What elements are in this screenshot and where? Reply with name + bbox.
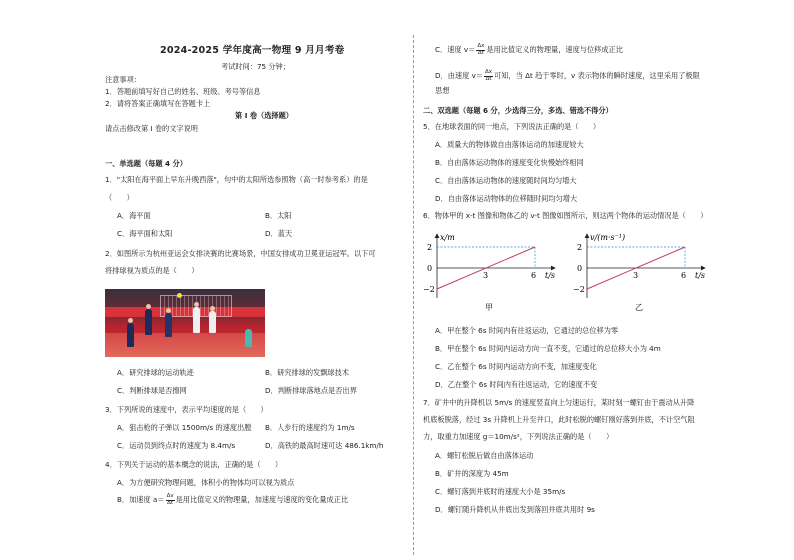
q4-option-d: [435, 70, 700, 82]
player-head: [128, 318, 133, 323]
plot-jia-tick-neg2: −2: [423, 285, 435, 294]
volleyball-match-photo: [105, 289, 265, 357]
exam-title: 2024-2025 学年度高一物理 9 月月考卷: [160, 45, 345, 56]
q3-option-d: D．高铁的最高时速可达 486.1km/h: [265, 441, 384, 450]
q4-option-c-suffix: 是用比值定义的物理量，速度与位移成正比: [486, 45, 623, 54]
q1-option-b: B．太阳: [265, 211, 292, 220]
fraction-numerator: Δx: [485, 69, 493, 75]
q4-option-b-suffix: 是用比值定义的物理量，加速度与速度的变化量成正比: [175, 495, 349, 504]
q4-option-b: [117, 494, 348, 506]
plot-jia-tick-3: 3: [483, 271, 489, 280]
q3-stem: 3．下列所说的速度中，表示平均速度的是（ ）: [105, 405, 268, 414]
q5-option-c: C．自由落体运动物体的速度随时间均匀增大: [435, 176, 577, 185]
q7-stem-line1: 7．矿井中的升降机以 5m/s 的速度竖直向上匀速运行，某时刻一螺钉由于震动从升降: [423, 398, 695, 407]
q6-option-c: C．乙在整个 6s 时间内运动方向不变，加速度变化: [435, 362, 597, 371]
q1-option-a: A．海平面: [117, 211, 151, 220]
player-head: [194, 302, 199, 307]
part-1-description: 请点击修改第 I 卷的文字说明: [105, 124, 198, 133]
q4-option-d-prefix: D．由速度 v＝: [435, 71, 484, 80]
plot-jia-ylabel: x/m: [440, 233, 455, 242]
plot-yi-xlabel: t/s: [695, 271, 706, 280]
q7-option-b: B．矿井的深度为 45m: [435, 469, 509, 478]
q3-option-a: A．狙击枪的子弹以 1500m/s 的速度出膛: [117, 423, 252, 432]
plot-jia-xlabel: t/s: [545, 271, 556, 280]
q2-option-c: C．判断排球是否擦网: [117, 386, 187, 395]
q7-stem-line3: 力，取重力加速度 g＝10m/s²，下列说法正确的是（ ）: [423, 432, 614, 441]
q3-option-b: B．人步行的速度约为 1m/s: [265, 423, 355, 432]
q4-option-c-prefix: C．速度 v＝: [435, 45, 476, 54]
plot-yi-vt-graph: [573, 228, 713, 316]
q2-option-b: B．研究排球的发飘球技术: [265, 368, 349, 377]
player-head: [210, 306, 215, 311]
player-figure: [245, 329, 252, 347]
q2-option-d: D．判断排球落地点是否出界: [265, 386, 357, 395]
player-head: [146, 304, 151, 309]
q4-option-d-tail: 思想: [435, 86, 450, 95]
player-figure: [193, 307, 200, 333]
q4-stem: 4．下列关于运动的基本概念的说法，正确的是（ ）: [105, 460, 283, 469]
q7-stem-line2: 机底板脱落，经过 3s 升降机上升至井口，此时松脱的螺钉刚好落到井底，不计空气阻: [423, 415, 695, 424]
notice-heading: 注意事项：: [105, 75, 141, 84]
q3-option-c: C．运动员到终点时的速度为 8.4m/s: [117, 441, 236, 450]
part-1-heading: 第 I 卷（选择题）: [235, 111, 293, 120]
fraction-numerator: Δv: [166, 493, 174, 499]
q7-option-a: A．螺钉松脱后做自由落体运动: [435, 451, 534, 460]
fraction-numerator: Δx: [477, 43, 485, 49]
q4-option-c: [435, 44, 623, 56]
q1-stem-line2: （ ）: [105, 193, 134, 202]
column-divider: [413, 35, 414, 555]
plot-yi-ylabel: v/(m·s⁻¹): [590, 233, 626, 242]
plot-jia-caption: 甲: [485, 303, 493, 312]
exam-time: 考试时间：75 分钟；: [221, 62, 290, 71]
player-head: [166, 308, 171, 313]
volleyball-ball: [177, 293, 182, 298]
plot-jia-tick-0: 0: [427, 264, 433, 273]
plot-yi-caption: 乙: [635, 303, 643, 312]
q7-option-c: C．螺钉落到井底时的速度大小是 35m/s: [435, 487, 566, 496]
plot-jia-xt-graph: [423, 228, 563, 316]
fraction-denominator: Δt: [167, 499, 174, 506]
q1-option-d: D．蓝天: [265, 229, 293, 238]
fraction-denominator: Δt: [485, 75, 492, 82]
plot-yi-tick-0: 0: [577, 264, 583, 273]
section-2-heading: 二、双选题（每题 6 分，少选得三分，多选、错选不得分）: [423, 106, 613, 115]
q1-option-c: C．海平面和太阳: [117, 229, 173, 238]
q7-option-d: D．螺钉随升降机从井底出发到落回井底共用时 9s: [435, 505, 595, 514]
player-figure: [145, 309, 152, 335]
q1-stem-line1: 1．"太阳在海平面上早东升晚西落"，句中的太阳所选参照物（高一时参考系）的是: [105, 175, 368, 184]
q4-option-a: A．为方便研究物理问题，体积小的物体均可以视为质点: [117, 478, 295, 487]
notice-1: 1．答题前填写好自己的姓名、班级、考号等信息: [105, 87, 261, 96]
q6-option-b: B．甲在整个 6s 时间内运动方向一直不变，它通过的总位移大小为 4m: [435, 344, 661, 353]
plot-yi-tick-6: 6: [681, 271, 687, 280]
notice-2: 2．请将答案正确填写在答题卡上: [105, 99, 211, 108]
q5-option-d: D．自由落体运动物体的位移随时间均匀增大: [435, 194, 578, 203]
q2-stem-line2: 将排球视为质点的是（ ）: [105, 266, 199, 275]
q2-stem-line1: 2．如图所示为杭州亚运会女排决赛的比赛场景，中国女排成功卫冕亚运冠军。以下可: [105, 249, 376, 258]
q4-option-b-prefix: B．加速度 a＝: [117, 495, 165, 504]
plot-jia-tick-2: 2: [427, 243, 433, 252]
q5-option-b: B．自由落体运动物体的速度变化快慢始终相同: [435, 158, 584, 167]
plot-yi-tick-3: 3: [633, 271, 639, 280]
fraction-dx-dt: [476, 44, 485, 56]
q6-stem: 6．物体甲的 x-t 图像和物体乙的 v-t 图像如图所示，则这两个物体的运动情况是（ ）: [423, 211, 708, 220]
q5-option-a: A．质量大的物体做自由落体运动的加速度较大: [435, 140, 584, 149]
fraction-denominator: Δt: [477, 49, 484, 56]
q4-option-d-suffix: 可知，当 Δt 趋于零时，v 表示物体的瞬时速度，这里采用了极限: [494, 71, 700, 80]
plot-yi-tick-neg2: −2: [573, 285, 585, 294]
plot-jia-tick-6: 6: [531, 271, 537, 280]
player-figure: [165, 313, 172, 337]
section-1-heading: 一、单选题（每题 4 分）: [105, 159, 187, 168]
plot-yi-tick-2: 2: [577, 243, 583, 252]
fraction-dv-dt: [166, 494, 175, 506]
q5-stem: 5．在地球表面的同一地点，下列说法正确的是（ ）: [423, 122, 601, 131]
q6-option-a: A．甲在整个 6s 时间内有往返运动，它通过的总位移为零: [435, 326, 619, 335]
q6-option-d: D．乙在整个 6s 时间内有往返运动，它的速度不变: [435, 380, 598, 389]
q2-option-a: A．研究排球的运动轨迹: [117, 368, 194, 377]
player-figure: [127, 323, 134, 347]
player-figure: [209, 311, 216, 333]
fraction-dx-dt: [484, 70, 493, 82]
